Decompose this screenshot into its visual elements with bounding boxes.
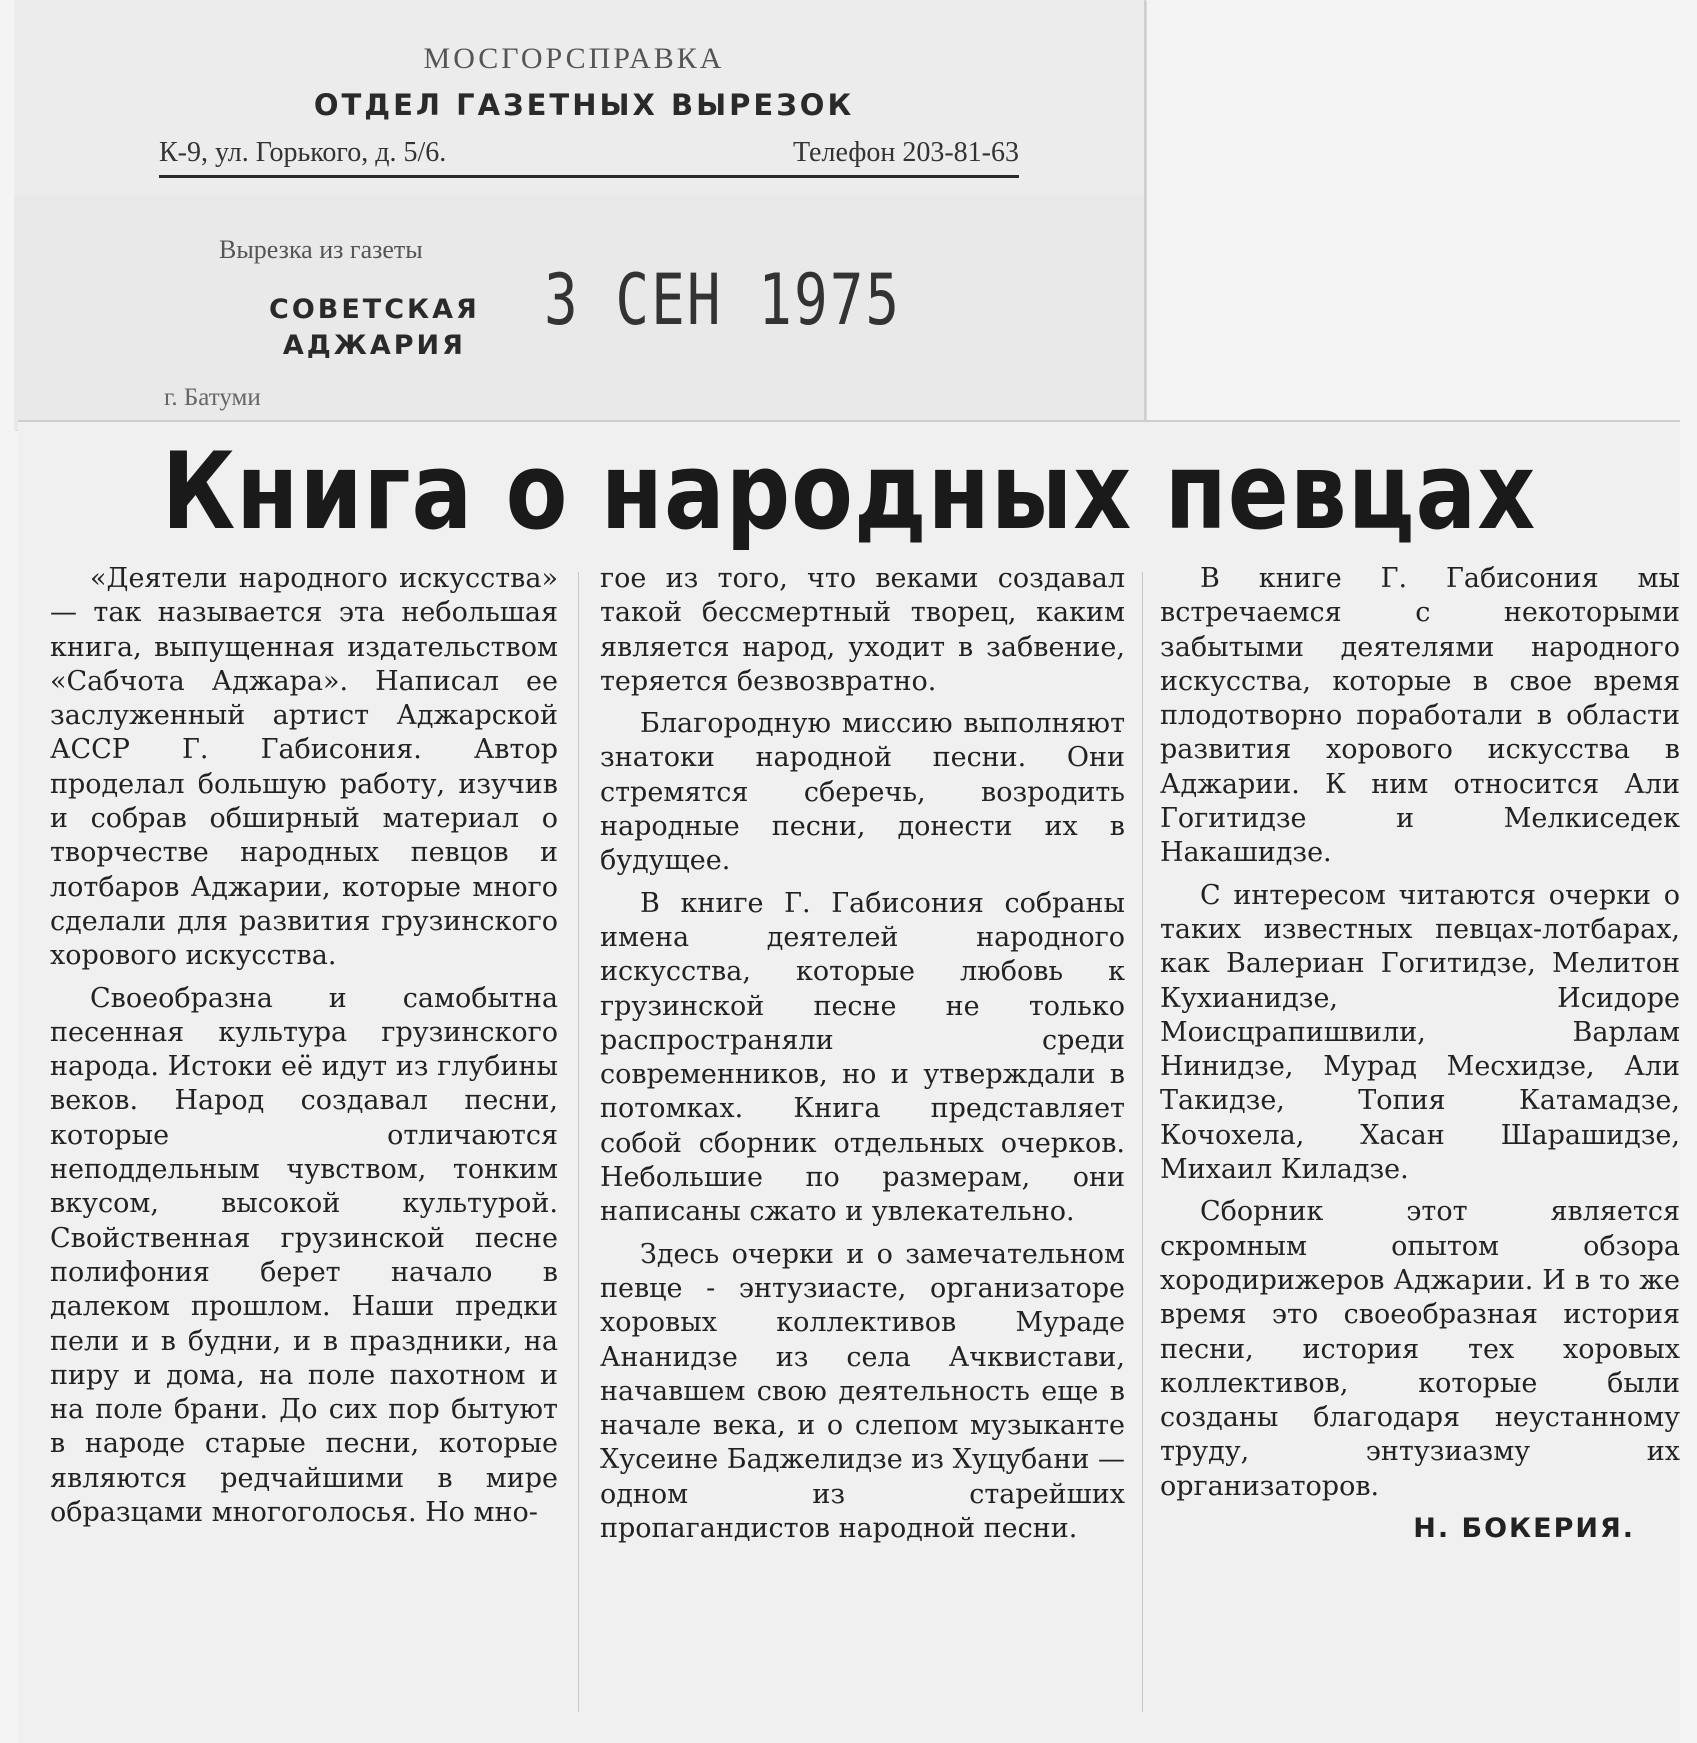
- clipping-service-label: [14, 0, 1146, 430]
- paragraph: Сборник этот является скромным опытом обзора хородирижеров Аджарии. И в то же время это своеобразная история песни, история тех хоровых коллективов, которые были созданы благодаря неустанному труду, энтузиазму их организаторов.: [1160, 1196, 1680, 1502]
- article-headline: Книга о народных певцах: [161, 430, 1537, 554]
- article-column-3: [1160, 562, 1680, 1546]
- paragraph: «Деятели народного искусства» — так называется эта небольшая книга, выпущенная издательством «Сабчота Аджара». Написал ее заслуженный артист Аджарской АССР Г. Габисония. Автор проделал большую работу, изучив и собрав обширный материал о творчестве народных певцов и лотбаров Аджарии, которые много сделали для развития грузинского хорового искусства.: [50, 563, 558, 972]
- paragraph: С интересом читаются очерки о таких известных певцах-лотбарах, как Валериан Гогитидзе, Мелитон Кухианидзе, Исидоре Моисцрапишвили, Варлам Нинидзе, Мурад Месхидзе, Али Такидзе, Топия Катамадзе, Кочохела, Хасан Шарашидзе, Михаил Киладзе.: [1160, 879, 1680, 1186]
- author-signature: Н. БОКЕРИЯ.: [1413, 1513, 1635, 1545]
- phone-number: Телефон 203-81-63: [793, 137, 1019, 168]
- paragraph: В книге Г. Габисония собраны имена деятелей народного искусства, которые любовь к грузинской песне не только распространяли среди современников, но и утверждали в потомках. Книга представляет собой сборник отдельных очерков. Небольшие по размерам, они написаны сжато и увлекательно.: [600, 887, 1125, 1228]
- address-line: [159, 135, 1019, 178]
- article-clipping: [18, 420, 1680, 1743]
- article-column-1: [50, 562, 558, 1538]
- city-label: г. Батуми: [164, 384, 261, 411]
- newspaper-name-line1: СОВЕТСКАЯ: [269, 294, 480, 325]
- agency-name: МОСГОРСПРАВКА: [423, 42, 725, 75]
- paragraph: Благородную миссию выполняют знатоки народной песни. Они стремятся сберечь, возродить народные песни, донести их в будущее.: [600, 708, 1125, 877]
- article-column-2: [600, 562, 1125, 1554]
- newspaper-name: [269, 292, 480, 364]
- paragraph: Здесь очерки и о замечательном певце - энтузиасте, организаторе хоровых коллективов Мураде Ананидзе из села Ачквистави, начавшем свою деятельность еще в начале века, и о слепом музыканте Хусеине Баджелидзе из Хуцубани — одном из старейших пропагандистов народной песни.: [600, 1238, 1125, 1545]
- newspaper-name-line2: АДЖАРИЯ: [282, 330, 466, 361]
- department-name: ОТДЕЛ ГАЗЕТНЫХ ВЫРЕЗОК: [313, 88, 855, 122]
- cut-from-label: Вырезка из газеты: [219, 235, 423, 264]
- paragraph: гое из того, что веками создавал такой бессмертный творец, каким является народ, уходит в забвение, теряется безвозвратно.: [600, 563, 1125, 697]
- column-divider: [578, 572, 579, 1712]
- paragraph: Своеобразна и самобытна песенная культура грузинского народа. Истоки её идут из глубины веков. Народ создавал песни, которые отличаются неподдельным чувством, тонким вкусом, высокой культурой. Свойственная грузинской песне полифония берет начало в далеком прошлом. Наши предки пели и в будни, и в праздники, на пиру и дома, на поле пахотном и на поле брани. До сих пор бытуют в народе старые песни, которые являются редчайшими в мире образцами многоголосья. Но мно-: [50, 982, 558, 1529]
- address: К-9, ул. Горького, д. 5/6.: [159, 137, 447, 168]
- paragraph: В книге Г. Габисония мы встречаемся с некоторыми забытыми деятелями народного искусства, которые в свое время плодотворно поработали в области развития хорового искусства в Аджарии. К ним относится Али Гогитидзе и Мелкиседек Накашидзе.: [1160, 563, 1680, 869]
- column-divider: [1142, 572, 1143, 1712]
- date-stamp: 3 СЕН 1975: [544, 260, 902, 342]
